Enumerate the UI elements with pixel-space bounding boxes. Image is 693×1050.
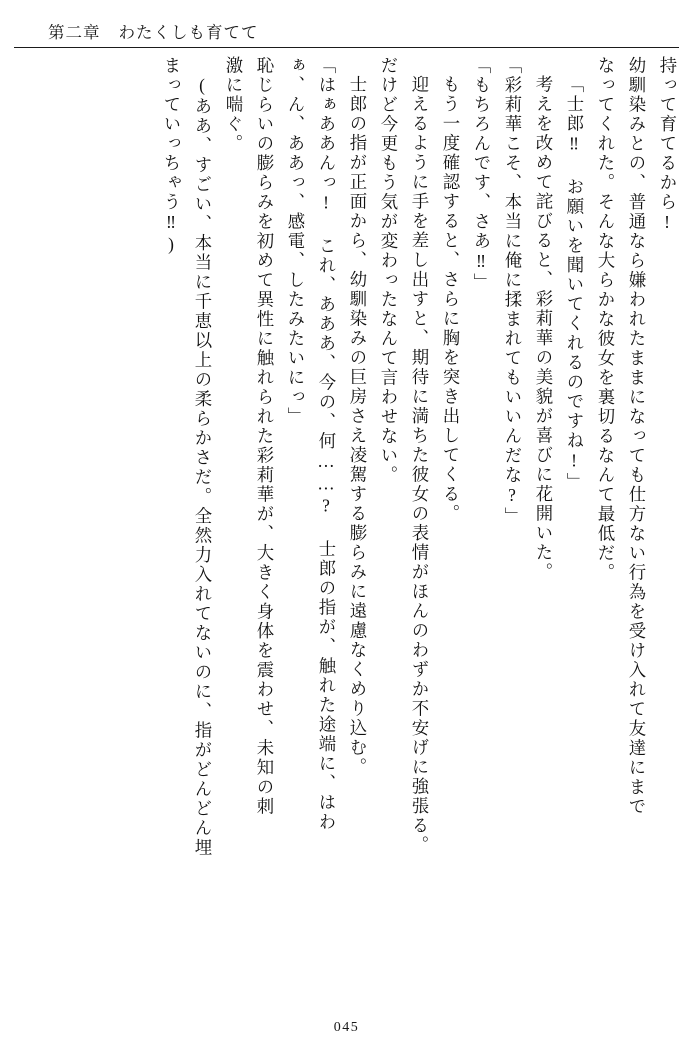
text-column: (ああ、すごい、本当に千恵以上の柔らかさだ。全然力入れてないのに、指がどんどん埋: [192, 75, 212, 858]
text-column: まっていっちゃう‼): [161, 56, 181, 257]
text-column: ぁ、ん、ああっ、感電、したみたいにっ」: [285, 56, 305, 427]
text-column: 考えを改めて詫びると、彩莉華の美貌が喜びに花開いた。: [533, 75, 553, 582]
page-number: 045: [333, 1020, 360, 1035]
text-column: 士郎の指が正面から、幼馴染みの巨房さえ凌駕する膨らみに遠慮なくめり込む。: [347, 75, 367, 777]
text-column: 幼馴染みとの、普通なら嫌われたままになっても仕方ない行為を受け入れて友達にまで: [626, 56, 646, 817]
text-column: 「士郎‼ お願いを聞いてくれるのですね!」: [564, 75, 584, 493]
header-divider: [14, 47, 679, 48]
text-column: 持って育てるから!: [657, 56, 677, 235]
chapter-number: 第二章: [48, 23, 101, 42]
text-column: 迎えるように手を差し出すと、期待に満ちた彼女の表情がほんのわずか不安げに強張る。: [409, 75, 429, 855]
text-column: 恥じらいの膨らみを初めて異性に触れられた彩莉華が、大きく身体を震わせ、未知の刺: [254, 56, 274, 817]
text-column: 「彩莉華こそ、本当に俺に揉まれてもいいんだな?」: [502, 56, 522, 527]
text-column: もう一度確認すると、さらに胸を突き出してくる。: [440, 75, 460, 524]
text-column: 「もちろんです、さあ‼」: [471, 56, 491, 293]
text-column: 激に喘ぐ。: [223, 56, 243, 154]
page-header: [0, 14, 693, 48]
vertical-text-body: [22, 56, 675, 1006]
text-column: だけど今更もう気が変わったなんて言わせない。: [378, 56, 398, 485]
text-column: 「はぁああんっ! これ、あああ、今の、何……? 士郎の指が、触れた途端に、はわ: [316, 56, 336, 833]
text-column: なってくれた。そんな大らかな彼女を裏切るなんて最低だ。: [595, 56, 615, 583]
chapter-heading: [48, 19, 259, 43]
chapter-title: わたくしも育てて: [118, 23, 259, 42]
